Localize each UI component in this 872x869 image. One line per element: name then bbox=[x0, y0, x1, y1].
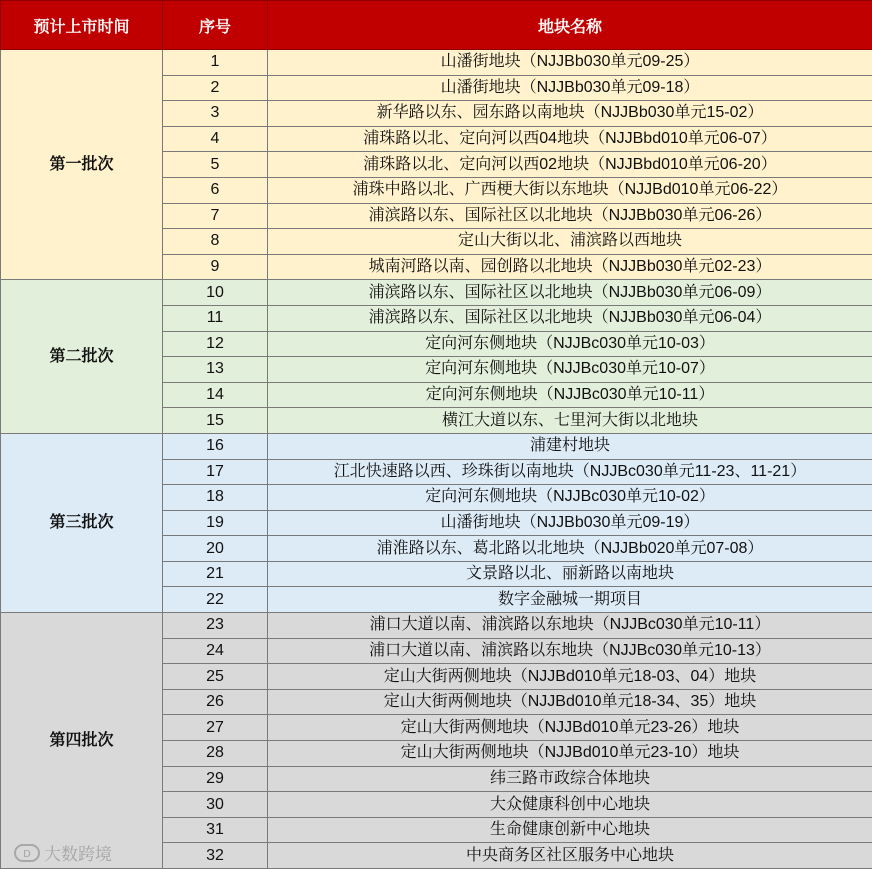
row-parcel-name: 定向河东侧地块（NJJBc030单元10-11） bbox=[268, 382, 872, 408]
row-parcel-name: 定山大街两侧地块（NJJBd010单元18-34、35）地块 bbox=[268, 689, 872, 715]
row-parcel-name: 大众健康科创中心地块 bbox=[268, 792, 872, 818]
table-row bbox=[1, 613, 872, 639]
row-seq: 23 bbox=[163, 613, 268, 639]
row-seq: 20 bbox=[163, 536, 268, 562]
row-seq: 30 bbox=[163, 792, 268, 818]
row-seq: 15 bbox=[163, 408, 268, 434]
table-row bbox=[1, 50, 872, 76]
row-parcel-name: 文景路以北、丽新路以南地块 bbox=[268, 561, 872, 587]
row-seq: 17 bbox=[163, 459, 268, 485]
row-parcel-name: 城南河路以南、园创路以北地块（NJJBb030单元02-23） bbox=[268, 254, 872, 280]
row-parcel-name: 新华路以东、园东路以南地块（NJJBb030单元15-02） bbox=[268, 101, 872, 127]
header-parcel-name: 地块名称 bbox=[268, 1, 872, 50]
batch-label: 第一批次 bbox=[1, 50, 163, 280]
row-seq: 14 bbox=[163, 382, 268, 408]
row-seq: 7 bbox=[163, 203, 268, 229]
batch-label: 第四批次 bbox=[1, 613, 163, 869]
row-seq: 6 bbox=[163, 177, 268, 203]
row-seq: 26 bbox=[163, 689, 268, 715]
row-seq: 29 bbox=[163, 766, 268, 792]
row-parcel-name: 数字金融城一期项目 bbox=[268, 587, 872, 613]
row-parcel-name: 浦口大道以南、浦滨路以东地块（NJJBc030单元10-11） bbox=[268, 613, 872, 639]
table-body bbox=[1, 50, 872, 869]
row-parcel-name: 生命健康创新中心地块 bbox=[268, 817, 872, 843]
row-seq: 18 bbox=[163, 485, 268, 511]
header-seq: 序号 bbox=[163, 1, 268, 50]
row-parcel-name: 定向河东侧地块（NJJBc030单元10-03） bbox=[268, 331, 872, 357]
row-seq: 2 bbox=[163, 75, 268, 101]
row-parcel-name: 定山大街两侧地块（NJJBd010单元23-10）地块 bbox=[268, 741, 872, 767]
row-seq: 10 bbox=[163, 280, 268, 306]
row-parcel-name: 横江大道以东、七里河大街以北地块 bbox=[268, 408, 872, 434]
row-seq: 5 bbox=[163, 152, 268, 178]
row-parcel-name: 定向河东侧地块（NJJBc030单元10-07） bbox=[268, 357, 872, 383]
row-seq: 9 bbox=[163, 254, 268, 280]
row-parcel-name: 浦珠中路以北、广西梗大街以东地块（NJJBd010单元06-22） bbox=[268, 177, 872, 203]
row-parcel-name: 浦口大道以南、浦滨路以东地块（NJJBc030单元10-13） bbox=[268, 638, 872, 664]
row-parcel-name: 山潘街地块（NJJBb030单元09-18） bbox=[268, 75, 872, 101]
row-seq: 1 bbox=[163, 50, 268, 76]
row-parcel-name: 定山大街以北、浦滨路以西地块 bbox=[268, 229, 872, 255]
row-seq: 31 bbox=[163, 817, 268, 843]
row-parcel-name: 定山大街两侧地块（NJJBd010单元18-03、04）地块 bbox=[268, 664, 872, 690]
watermark-text: 大数跨境 bbox=[44, 840, 112, 865]
row-seq: 32 bbox=[163, 843, 268, 869]
row-parcel-name: 定向河东侧地块（NJJBc030单元10-02） bbox=[268, 485, 872, 511]
row-parcel-name: 浦滨路以东、国际社区以北地块（NJJBb030单元06-09） bbox=[268, 280, 872, 306]
row-parcel-name: 浦滨路以东、国际社区以北地块（NJJBb030单元06-04） bbox=[268, 305, 872, 331]
row-parcel-name: 定山大街两侧地块（NJJBd010单元23-26）地块 bbox=[268, 715, 872, 741]
row-parcel-name: 山潘街地块（NJJBb030单元09-25） bbox=[268, 50, 872, 76]
brand-logo-icon: D bbox=[14, 844, 40, 862]
row-parcel-name: 纬三路市政综合体地块 bbox=[268, 766, 872, 792]
row-seq: 28 bbox=[163, 741, 268, 767]
row-seq: 3 bbox=[163, 101, 268, 127]
row-seq: 8 bbox=[163, 229, 268, 255]
row-seq: 12 bbox=[163, 331, 268, 357]
header-row bbox=[1, 1, 872, 50]
row-parcel-name: 浦淮路以东、葛北路以北地块（NJJBb020单元07-08） bbox=[268, 536, 872, 562]
row-seq: 21 bbox=[163, 561, 268, 587]
table-header bbox=[1, 1, 872, 50]
row-seq: 22 bbox=[163, 587, 268, 613]
header-batch-time: 预计上市时间 bbox=[1, 1, 163, 50]
row-seq: 13 bbox=[163, 357, 268, 383]
row-seq: 16 bbox=[163, 433, 268, 459]
row-seq: 19 bbox=[163, 510, 268, 536]
row-parcel-name: 浦珠路以北、定向河以西02地块（NJJBbd010单元06-20） bbox=[268, 152, 872, 178]
row-parcel-name: 浦滨路以东、国际社区以北地块（NJJBb030单元06-26） bbox=[268, 203, 872, 229]
batch-label: 第二批次 bbox=[1, 280, 163, 434]
row-seq: 27 bbox=[163, 715, 268, 741]
row-parcel-name: 山潘街地块（NJJBb030单元09-19） bbox=[268, 510, 872, 536]
watermark bbox=[14, 840, 112, 865]
table-row bbox=[1, 433, 872, 459]
row-parcel-name: 中央商务区社区服务中心地块 bbox=[268, 843, 872, 869]
batch-label: 第三批次 bbox=[1, 433, 163, 612]
row-parcel-name: 江北快速路以西、珍珠街以南地块（NJJBc030单元11-23、11-21） bbox=[268, 459, 872, 485]
row-seq: 11 bbox=[163, 305, 268, 331]
row-parcel-name: 浦建村地块 bbox=[268, 433, 872, 459]
table-row bbox=[1, 280, 872, 306]
row-seq: 4 bbox=[163, 126, 268, 152]
row-parcel-name: 浦珠路以北、定向河以西04地块（NJJBbd010单元06-07） bbox=[268, 126, 872, 152]
row-seq: 25 bbox=[163, 664, 268, 690]
row-seq: 24 bbox=[163, 638, 268, 664]
